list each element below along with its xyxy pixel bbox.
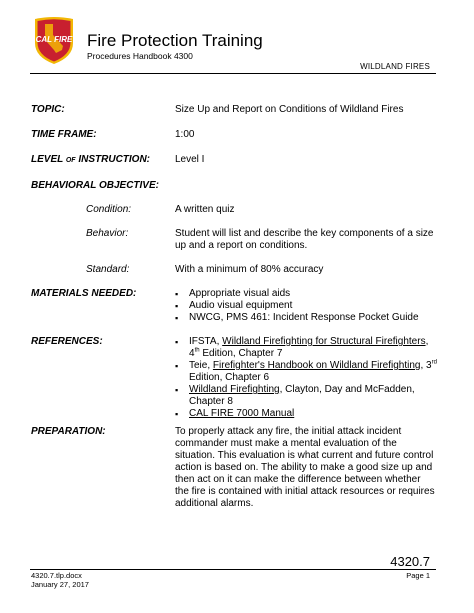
reference-superscript: rd bbox=[431, 359, 437, 366]
page-identifier: 4320.7 bbox=[390, 554, 430, 569]
behavioral-objective-label: BEHAVIORAL OBJECTIVE: bbox=[31, 180, 159, 191]
reference-author: Teie, bbox=[189, 360, 213, 371]
document-title: Fire Protection Training bbox=[87, 31, 263, 50]
reference-edition: , 3 bbox=[420, 360, 432, 371]
materials-item: ▪ NWCG, PMS 461: Incident Response Pocket Guide bbox=[175, 312, 437, 324]
standard-value: With a minimum of 80% accuracy bbox=[175, 264, 324, 275]
materials-item: ▪ Audio visual equipment bbox=[175, 300, 437, 312]
preparation-label: PREPARATION: bbox=[31, 426, 106, 437]
reference-item bbox=[175, 408, 437, 420]
reference-title-link[interactable]: Wildland Firefighting bbox=[189, 384, 280, 395]
behavior-value: Student will list and describe the key components of a size up and a report on conditions. bbox=[175, 228, 434, 251]
reference-superscript: th bbox=[194, 347, 200, 354]
footer-page-number: Page 1 bbox=[406, 571, 430, 580]
reference-title-link[interactable]: Firefighter's Handbook on Wildland Firefighting bbox=[212, 360, 421, 371]
level-label-post: INSTRUCTION: bbox=[75, 154, 151, 165]
level-value: Level I bbox=[175, 154, 205, 165]
condition-value: A written quiz bbox=[175, 204, 235, 215]
materials-label: MATERIALS NEEDED: bbox=[31, 288, 137, 299]
reference-item bbox=[175, 336, 437, 360]
preparation-text: To properly attack any fire, the initial attack incident commander must make a mental evaluation of the situation. This evaluation is what current and future control action is based on. The ability to make a good size up and then act on it can make the difference between whether the fire is contained with initial attack resources or requires additional alarms. bbox=[175, 426, 435, 509]
standard-label: Standard: bbox=[86, 264, 130, 275]
materials-item: ▪ Appropriate visual aids bbox=[175, 288, 437, 300]
reference-item bbox=[175, 360, 437, 384]
document-subtitle: Procedures Handbook 4300 bbox=[87, 51, 193, 61]
reference-edition: , 4 bbox=[189, 336, 429, 359]
behavior-label: Behavior: bbox=[86, 228, 129, 239]
references-label: REFERENCES: bbox=[31, 336, 103, 347]
level-label bbox=[31, 154, 150, 165]
section-tag: WILDLAND FIRES bbox=[360, 62, 430, 71]
time-frame-label: TIME FRAME: bbox=[31, 129, 97, 140]
footer-divider bbox=[30, 569, 436, 570]
reference-author: IFSTA, bbox=[189, 336, 223, 347]
topic-label: TOPIC: bbox=[31, 104, 65, 115]
logo-text: CAL FIRE bbox=[35, 35, 73, 44]
reference-details: Edition, Chapter 6 bbox=[189, 372, 270, 383]
header-divider bbox=[30, 73, 436, 74]
level-label-pre: LEVEL bbox=[31, 154, 66, 165]
footer-date: January 27, 2017 bbox=[31, 580, 89, 589]
cal-fire-logo bbox=[33, 15, 75, 65]
level-label-small: OF bbox=[65, 157, 76, 164]
topic-value: Size Up and Report on Conditions of Wildland Fires bbox=[175, 104, 404, 115]
reference-details: Edition, Chapter 7 bbox=[199, 348, 283, 359]
materials-list bbox=[175, 288, 437, 324]
references-list bbox=[175, 336, 437, 420]
time-frame-value: 1:00 bbox=[175, 129, 195, 140]
condition-label: Condition: bbox=[86, 204, 132, 215]
footer-filename: 4320.7.tlp.docx bbox=[31, 571, 82, 580]
reference-details: , Clayton, Day and McFadden, Chapter 8 bbox=[189, 384, 415, 407]
reference-title-link[interactable]: CAL FIRE 7000 Manual bbox=[189, 408, 295, 419]
reference-item bbox=[175, 384, 437, 408]
reference-title-link[interactable]: Wildland Firefighting for Structural Firefighters bbox=[222, 336, 426, 347]
